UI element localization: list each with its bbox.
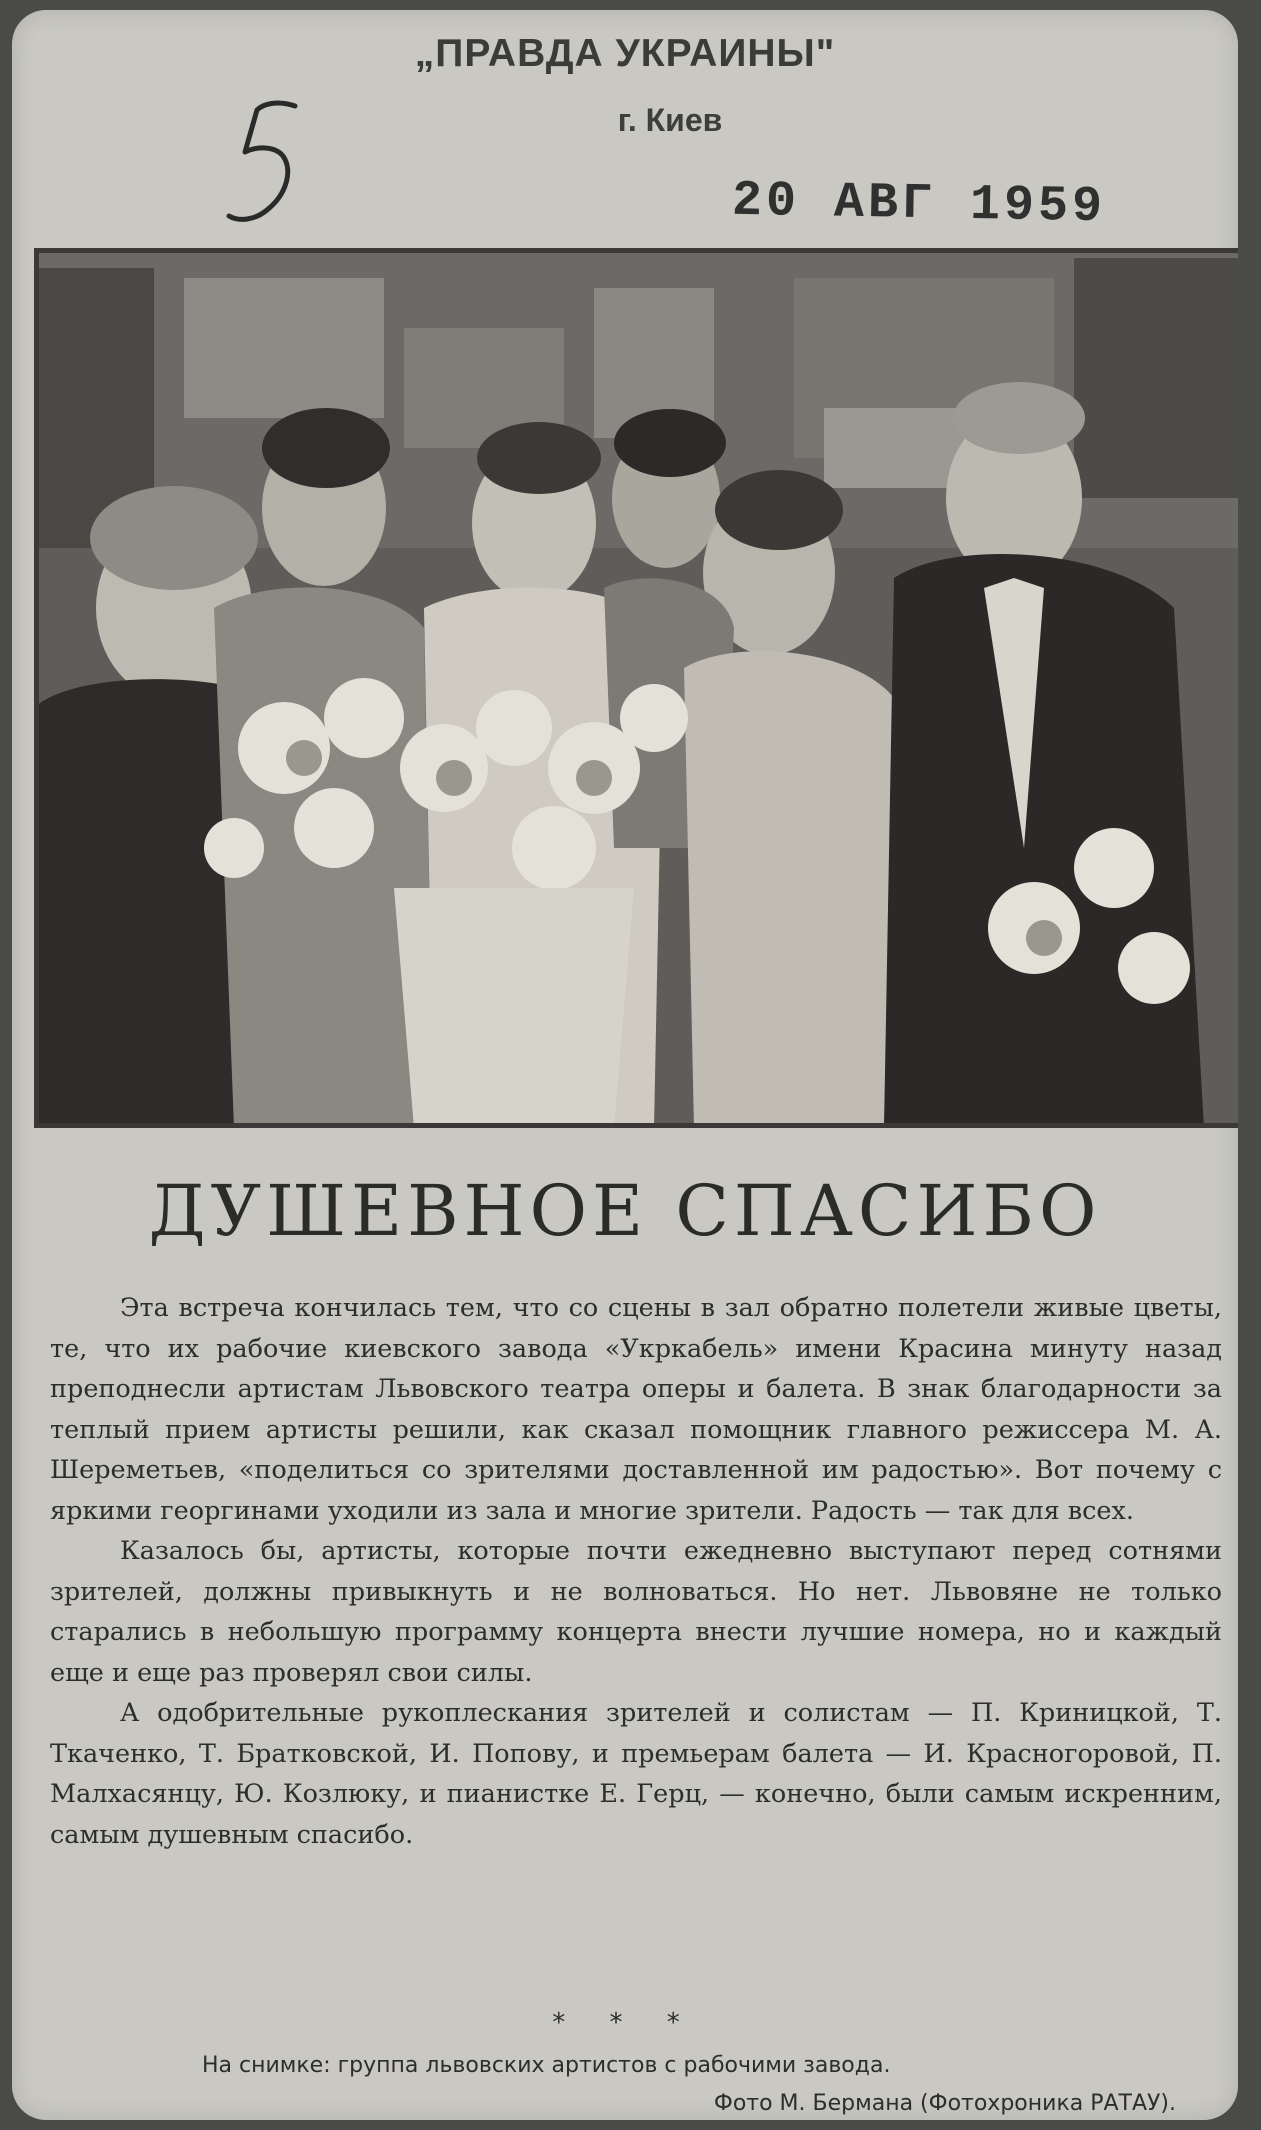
- handwritten-number-mark: [217, 94, 327, 234]
- newspaper-city: г. Киев: [617, 102, 723, 138]
- newspaper-clipping: [12, 10, 1238, 2120]
- photo-caption: На снимке: группа львовских артистов с рабочими завода.: [202, 2053, 891, 2078]
- article-paragraph: А одобрительные рукоплескания зрителей и солистам — П. Криницкой, Т. Ткаченко, Т. Братковской, И. Попову, и премьерам балета — И. Красногоровой, П. Малхасянцу, Ю. Козлюку, и пианистке Е. Герц, — конечно, были самым искренним, самым душевным спасибо.: [50, 1698, 1222, 1850]
- article-headline: ДУШЕВНОЕ СПАСИБО: [148, 1170, 1102, 1252]
- photo-credit: Фото М. Бермана (Фотохроника РАТАУ).: [713, 2091, 1176, 2116]
- date-stamp: 20 АВГ 1959: [731, 172, 1107, 237]
- article-paragraph: Казалось бы, артисты, которые почти ежедневно выступают перед сотнями зрителей, должны привыкнуть и не волноваться. Но нет. Львовяне не только старались в небольшую программу концерта внести лучшие номера, но и каждый еще и еще раз проверял свои силы.: [50, 1536, 1222, 1688]
- group-photo-drawing: [34, 248, 1238, 1128]
- newspaper-title: „ПРАВДА УКРАИНЫ": [414, 32, 836, 75]
- article-paragraph: Эта встреча кончилась тем, что со сцены в зал обратно полетели живые цветы, те, что их рабочие киевского завода «Укркабель» имени Красина минуту назад преподнесли артистам Львовского театра оперы и балета. В знак благодарности за теплый прием артисты решили, как сказал помощник главного режиссера М. А. Шереметьев, «поделиться со зрителями доставленной им радостью». Вот почему с яркими георгинами уходили из зала и многие зрители. Радость — так для всех.: [50, 1293, 1222, 1526]
- section-separator: * * *: [552, 2008, 698, 2038]
- group-photo: [34, 248, 1238, 1128]
- article-body: [50, 1288, 1222, 1855]
